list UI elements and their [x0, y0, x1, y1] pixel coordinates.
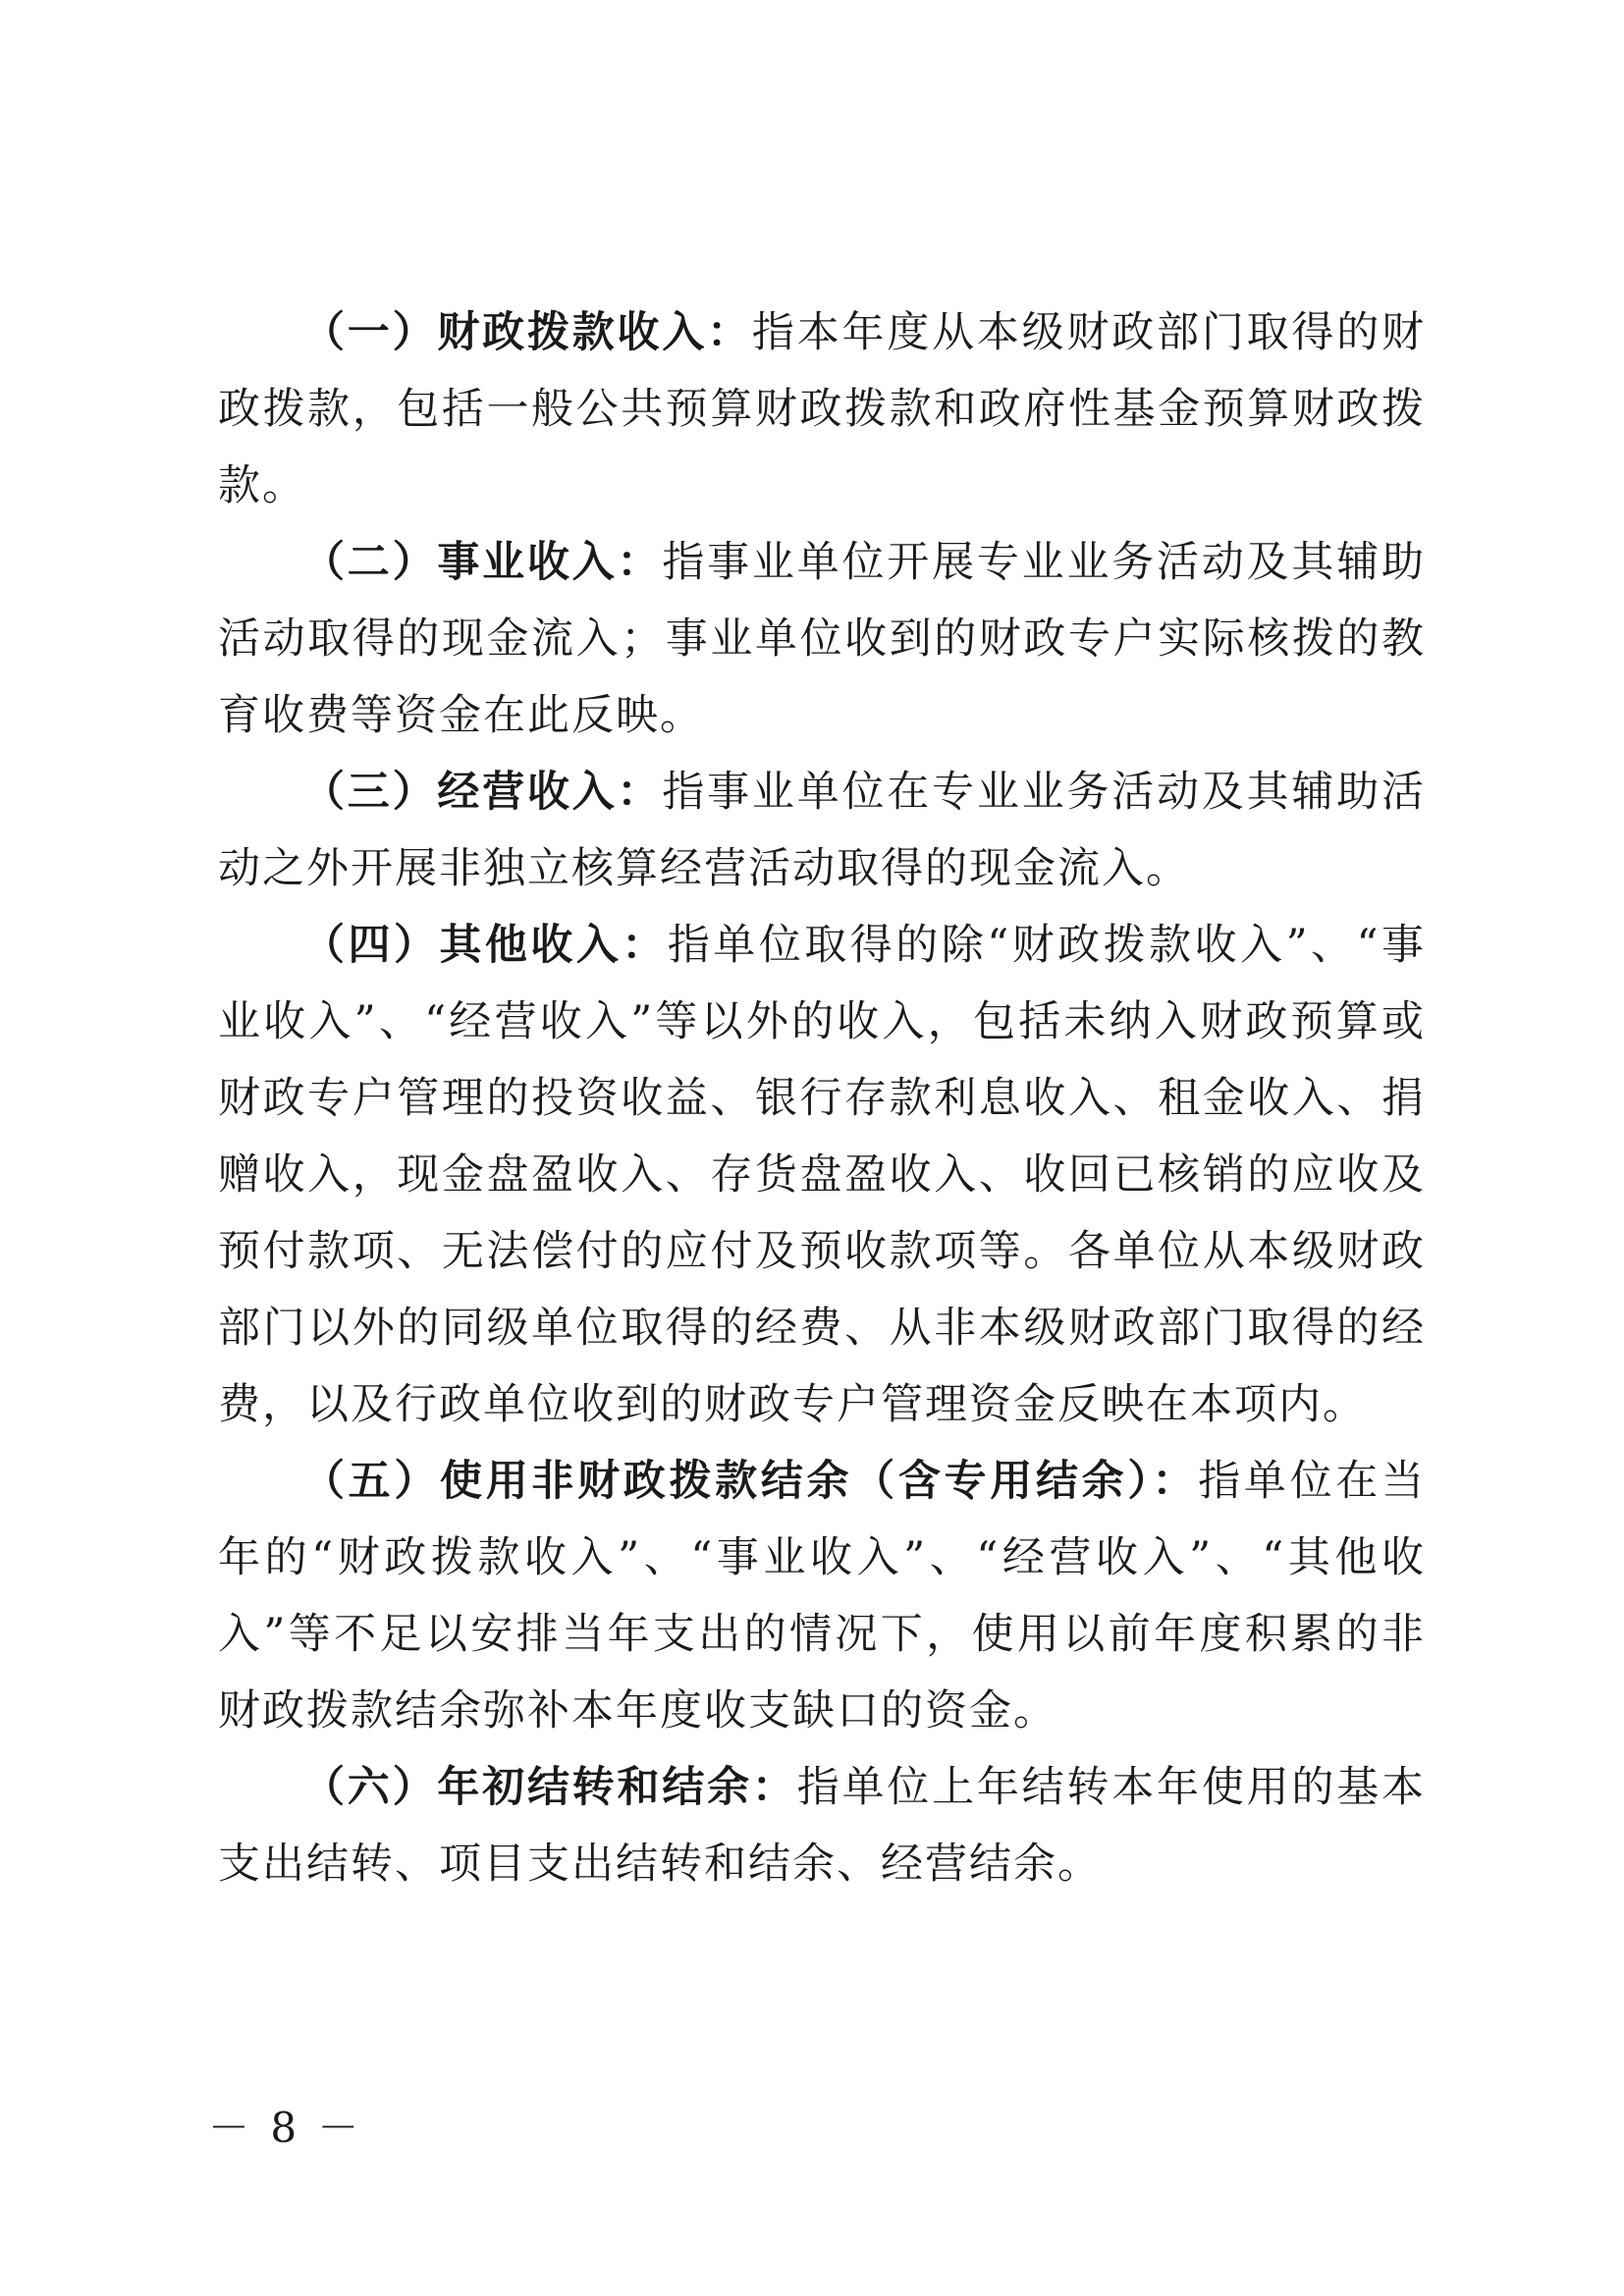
paragraph-text: 指事业单位在专业业务活动及其辅助活动之外开展非独立核算经营活动取得的现金流入。: [218, 768, 1427, 893]
paragraph-term: （二）事业收入：: [302, 538, 663, 587]
page-number: － 8 －: [208, 2104, 363, 2152]
paragraph-text: 指单位在当年的“财政拨款收入”、“事业收入”、“经营收入”、“其他收入”等不足以安排当年支出的情况下，使用以前年度积累的非财政拨款结余弥补本年度收支缺口的资金。: [218, 1457, 1426, 1735]
paragraph-fiscal-appropriation-income: [218, 294, 1426, 524]
paragraph-term: （一）财政拨款收入：: [302, 308, 752, 357]
paragraph-non-fiscal-surplus: [218, 1443, 1426, 1749]
paragraph-text: 指本年度从本级财政部门取得的财政拨款，包括一般公共预算财政拨款和政府性基金预算财政拨款。: [218, 308, 1427, 510]
paragraph-term: （六）年初结转和结余：: [302, 1763, 797, 1812]
paragraph-text: 指单位上年结转本年使用的基本支出结转、项目支出结转和结余、经营结余。: [218, 1763, 1427, 1889]
paragraph-term: （三）经营收入：: [302, 768, 663, 817]
paragraph-business-income: [218, 524, 1426, 754]
document-body: [218, 294, 1426, 1902]
paragraph-text: 指事业单位开展专业业务活动及其辅助活动取得的现金流入；事业单位收到的财政专户实际核拨的教育收费等资金在此反映。: [218, 538, 1427, 740]
paragraph-other-income: [218, 907, 1426, 1443]
paragraph-term: （四）其他收入：: [302, 921, 668, 970]
paragraph-text: 指单位取得的除“财政拨款收入”、“事业收入”、“经营收入”等以外的收入，包括未纳入财政预算或财政专户管理的投资收益、银行存款利息收入、租金收入、捐赠收入，现金盘盈收入、存货盘盈收入、收回已核销的应收及预付款项、无法偿付的应付及预收款项等。各单位从本级财政部门以外的同级单位取得的经费、从非本级财政部门取得的经费，以及行政单位收到的财政专户管理资金反映在本项内。: [218, 921, 1426, 1429]
paragraph-term: （五）使用非财政拨款结余（含专用结余）：: [302, 1457, 1199, 1506]
paragraph-carryover-and-surplus: [218, 1749, 1426, 1902]
paragraph-operating-income: [218, 754, 1426, 907]
